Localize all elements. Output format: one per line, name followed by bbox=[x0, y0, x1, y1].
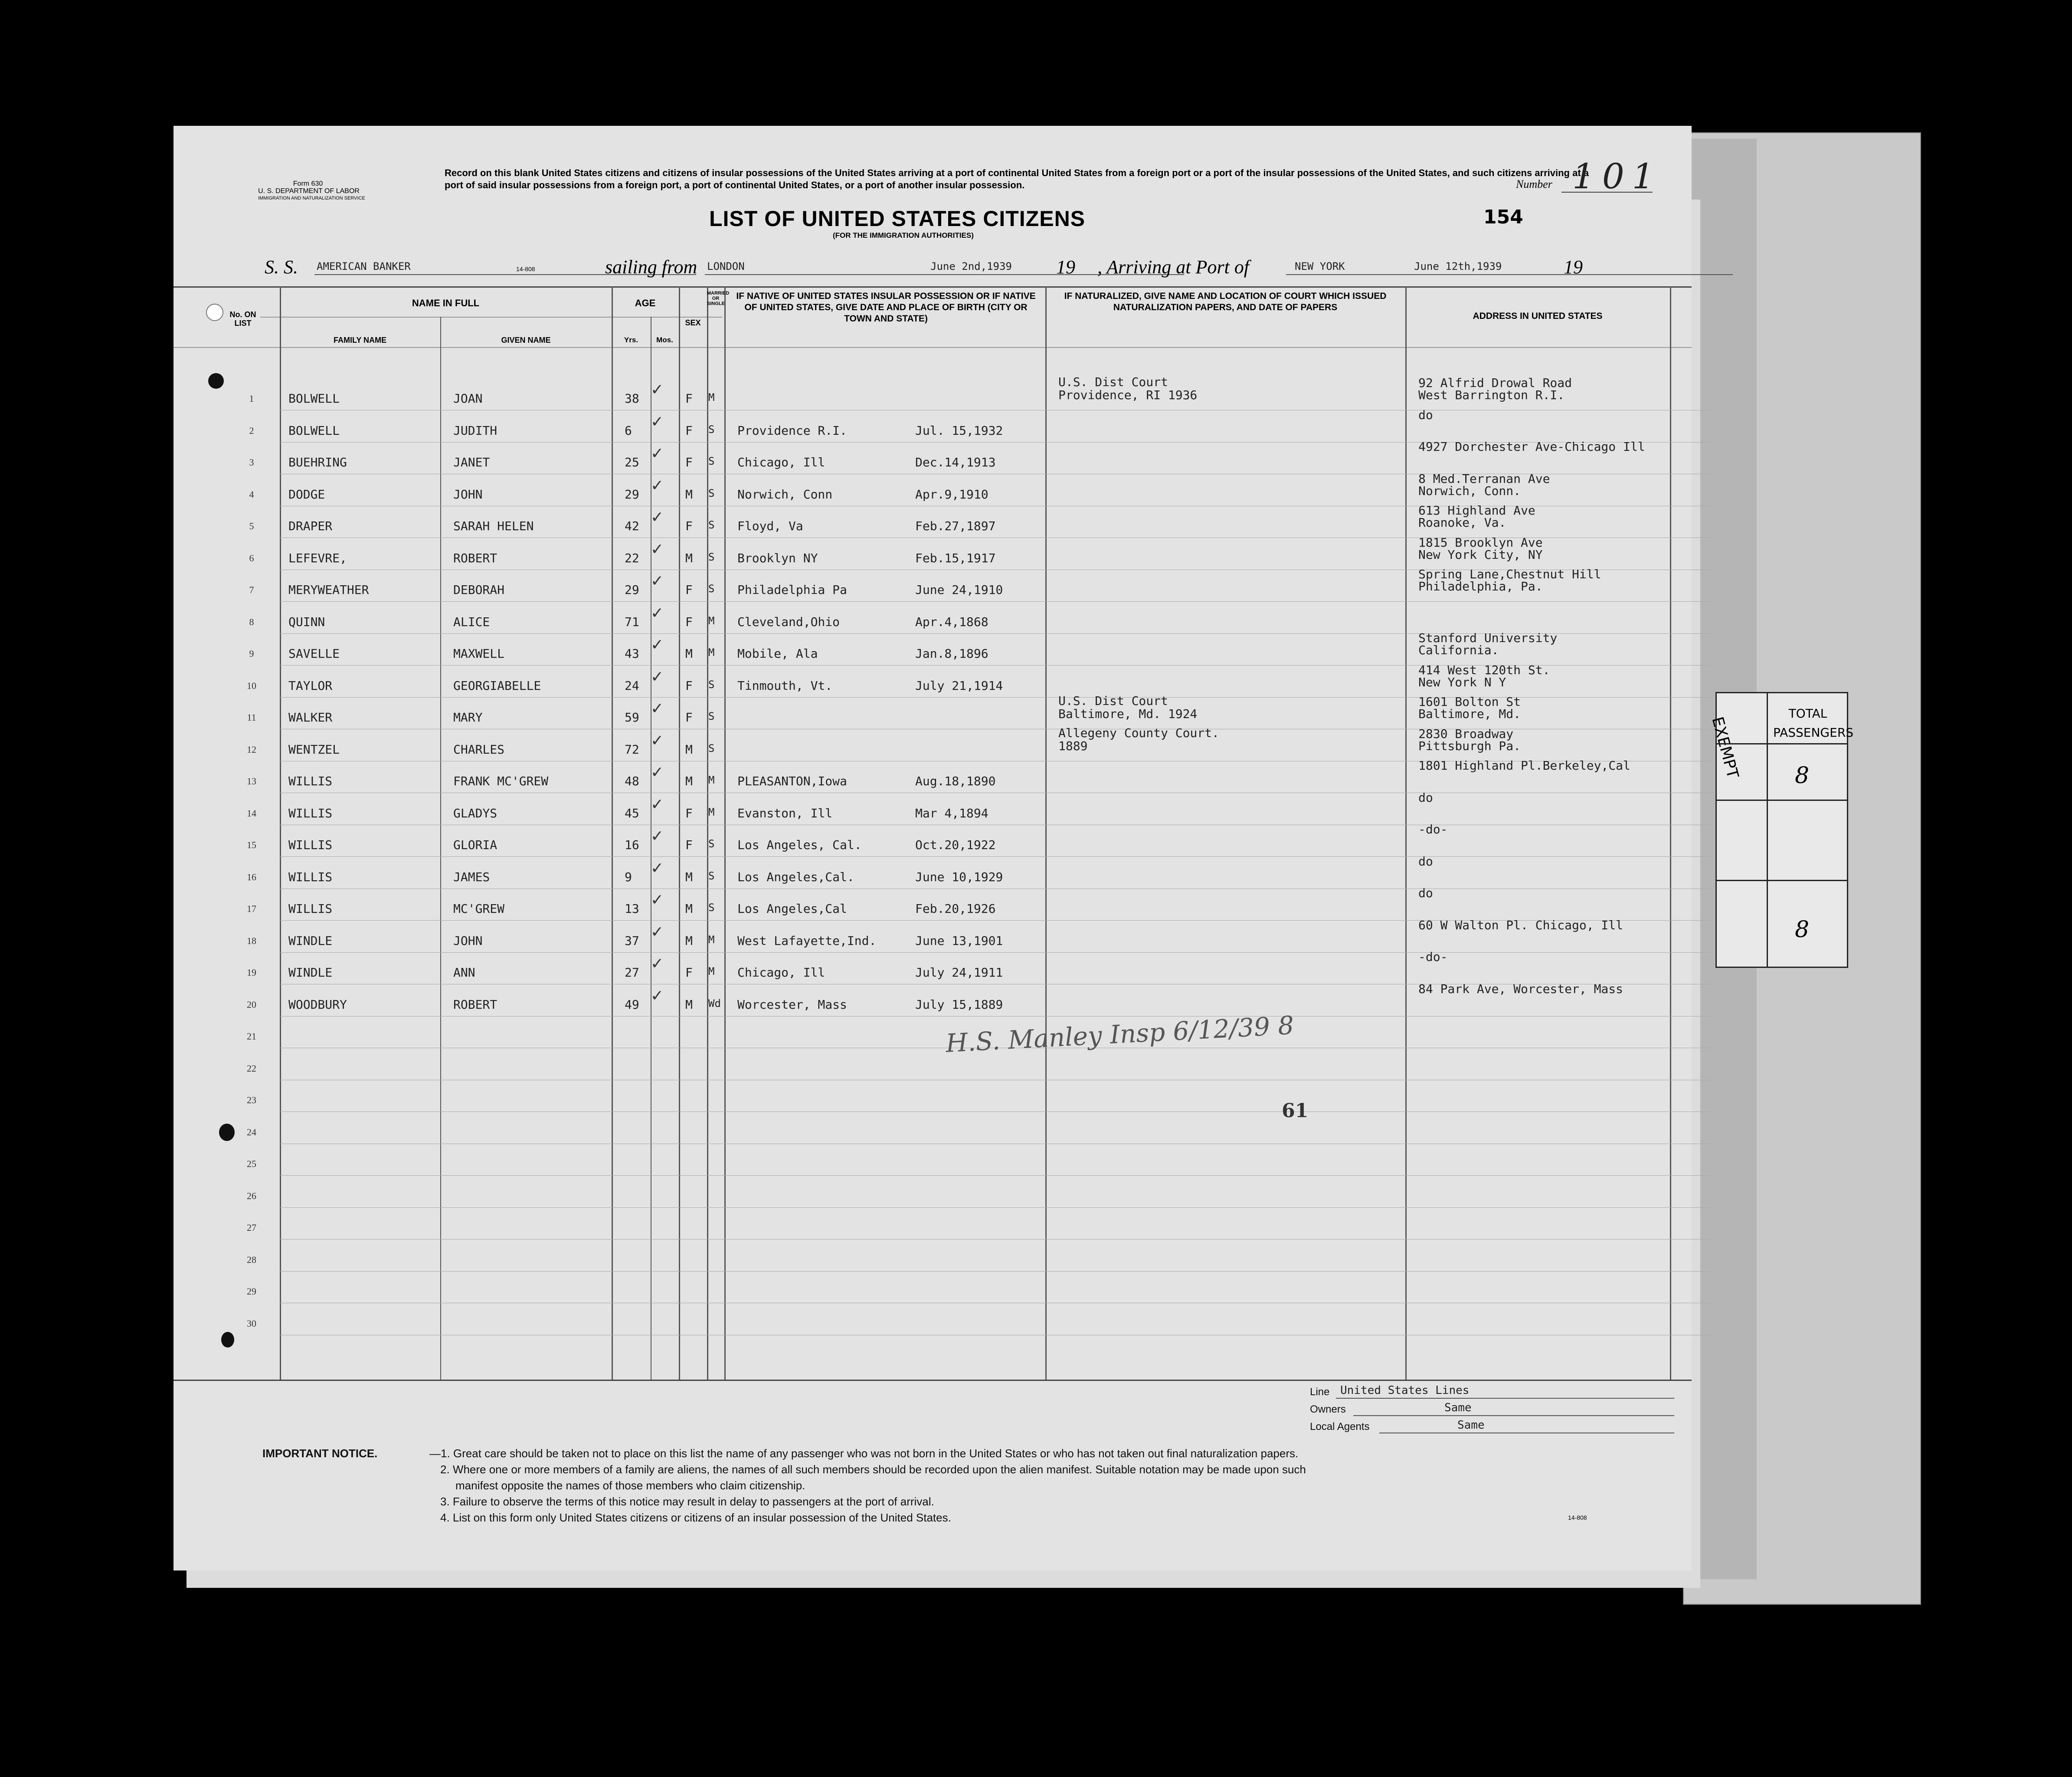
address-line-2: New York N Y bbox=[1418, 675, 1506, 689]
tally-check-icon: ✓ bbox=[651, 381, 664, 399]
col-married-single: MARRIED OR SINGLE bbox=[707, 291, 730, 306]
marital-status: M bbox=[708, 933, 715, 946]
inspector-signature: H.S. Manley Insp 6/12/39 8 bbox=[945, 1010, 1295, 1058]
row-number: 6 bbox=[249, 552, 254, 564]
row-number: 1 bbox=[249, 393, 254, 404]
row-rule bbox=[280, 1271, 1713, 1272]
row-rule bbox=[280, 1111, 1713, 1112]
birth-date: Aug.18,1890 bbox=[915, 774, 996, 788]
given-name: GEORGIABELLE bbox=[453, 678, 541, 693]
notice-3: 3. Failure to observe the terms of this notice may result in delay to passengers at the port of arrival. bbox=[440, 1495, 934, 1508]
age-years: 24 bbox=[625, 678, 639, 693]
age-years: 29 bbox=[625, 487, 639, 502]
birth-date: Mar 4,1894 bbox=[915, 806, 989, 820]
address-line-1: -do- bbox=[1418, 950, 1448, 964]
row-number: 19 bbox=[247, 967, 256, 978]
row-number: 18 bbox=[247, 935, 256, 946]
age-years: 48 bbox=[625, 774, 639, 788]
sex: F bbox=[685, 965, 693, 980]
address-line-1: 4927 Dorchester Ave-Chicago Ill bbox=[1418, 439, 1645, 454]
year-label-1: 19 bbox=[1056, 256, 1075, 278]
sex: F bbox=[685, 678, 693, 693]
punch-hole bbox=[221, 1332, 234, 1348]
address-line-1: 1815 Brooklyn Ave bbox=[1418, 535, 1543, 550]
address-line-2: Norwich, Conn. bbox=[1418, 483, 1521, 498]
form-id: Form 630 bbox=[293, 180, 323, 187]
col-address: ADDRESS IN UNITED STATES bbox=[1473, 311, 1603, 321]
row-number: 15 bbox=[247, 839, 256, 850]
address-line-1: -do- bbox=[1418, 822, 1448, 836]
marital-status: S bbox=[708, 455, 715, 467]
tally-check-icon: ✓ bbox=[651, 572, 664, 590]
address-line-1: 60 W Walton Pl. Chicago, Ill bbox=[1418, 918, 1624, 932]
birth-place: Evanston, Ill bbox=[737, 806, 833, 820]
row-number: 26 bbox=[247, 1190, 256, 1201]
family-name: WINDLE bbox=[288, 933, 333, 948]
owners-value: Same bbox=[1444, 1401, 1472, 1414]
court-name: U.S. Dist Court bbox=[1058, 694, 1168, 708]
family-name: WILLIS bbox=[288, 869, 333, 884]
sex: F bbox=[685, 423, 693, 438]
row-number: 13 bbox=[247, 776, 256, 787]
given-name: GLADYS bbox=[453, 806, 498, 820]
notice-2b: manifest opposite the names of those members who claim citizenship. bbox=[455, 1479, 805, 1492]
row-number: 9 bbox=[249, 648, 254, 659]
tally-check-icon: ✓ bbox=[651, 508, 664, 526]
row-number: 27 bbox=[247, 1222, 256, 1233]
row-number: 12 bbox=[247, 744, 256, 755]
given-name: SARAH HELEN bbox=[453, 519, 534, 533]
row-rule bbox=[280, 888, 1713, 889]
age-years: 29 bbox=[625, 583, 639, 597]
address-line-2: Philadelphia, Pa. bbox=[1418, 579, 1543, 593]
tally-check-icon: ✓ bbox=[651, 445, 664, 462]
sailing-label: sailing from bbox=[605, 256, 697, 278]
address-line-1: 84 Park Ave, Worcester, Mass bbox=[1418, 981, 1624, 996]
row-rule bbox=[280, 601, 1713, 602]
col-mos: Mos. bbox=[656, 336, 673, 344]
tally-check-icon: ✓ bbox=[651, 476, 664, 495]
age-years: 6 bbox=[625, 423, 632, 438]
line-value: United States Lines bbox=[1340, 1384, 1470, 1397]
family-name: WENTZEL bbox=[288, 742, 340, 757]
row-number: 7 bbox=[249, 584, 254, 595]
tally-check-icon: ✓ bbox=[651, 731, 664, 750]
birth-date: July 24,1911 bbox=[915, 965, 1003, 980]
row-number: 3 bbox=[249, 457, 254, 468]
address-line-1: 92 Alfrid Drowal Road bbox=[1418, 376, 1572, 390]
passenger-count-stamp bbox=[1708, 692, 1854, 968]
arrival-port: NEW YORK bbox=[1295, 260, 1345, 272]
row-rule bbox=[280, 856, 1713, 857]
family-name: QUINN bbox=[288, 614, 325, 629]
col-yrs: Yrs. bbox=[624, 336, 638, 344]
col-birth: IF NATIVE OF UNITED STATES INSULAR POSSESSION OR IF NATIVE OF UNITED STATES, GIVE DATE AND PLACE OF BIRTH (CITY OR TOWN AND STATE) bbox=[736, 291, 1036, 324]
age-years: 71 bbox=[625, 614, 639, 629]
row-number: 8 bbox=[249, 616, 254, 627]
tally-check-icon: ✓ bbox=[651, 700, 664, 718]
tally-check-icon: ✓ bbox=[651, 923, 664, 941]
list-number: 101 bbox=[1572, 156, 1662, 197]
given-name: DEBORAH bbox=[453, 583, 505, 597]
row-number: 23 bbox=[247, 1095, 256, 1105]
row-number: 10 bbox=[247, 680, 256, 691]
sex: F bbox=[685, 614, 693, 629]
instructions: Record on this blank United States citizens and citizens of insular possessions of the United States arriving at a port of continental United States from a foreign port or a port of the insular possessions of the United States, and such citizens arriving at a port of said insular possessions from a foreign port, a port of continental United States, or a port of another insular possession. bbox=[445, 167, 1589, 190]
sex: F bbox=[685, 391, 693, 406]
age-years: 27 bbox=[625, 965, 639, 980]
sex: F bbox=[685, 583, 693, 597]
marital-status: M bbox=[708, 806, 715, 818]
year-label-2: 19 bbox=[1564, 256, 1583, 278]
number-label: Number bbox=[1516, 178, 1552, 190]
address-line-1: 613 Highland Ave bbox=[1418, 503, 1535, 518]
family-name: WINDLE bbox=[288, 965, 333, 980]
ss-label: S. S. bbox=[265, 256, 298, 278]
birth-place: Chicago, Ill bbox=[737, 965, 825, 980]
address-line-2: New York City, NY bbox=[1418, 547, 1543, 562]
given-name: JUDITH bbox=[453, 423, 498, 438]
ship-name: AMERICAN BANKER bbox=[317, 260, 411, 272]
family-name: BOLWELL bbox=[288, 423, 340, 438]
address-line-2: Roanoke, Va. bbox=[1418, 515, 1506, 530]
family-name: BUEHRING bbox=[288, 455, 347, 469]
form-code-bottom: 14-808 bbox=[1568, 1514, 1587, 1521]
exempt-label: EXEMPT bbox=[1708, 715, 1742, 780]
age-years: 9 bbox=[625, 869, 632, 884]
address-line-1: do bbox=[1418, 407, 1433, 422]
page-number: 154 bbox=[1483, 206, 1523, 228]
address-line-1: 8 Med.Terranan Ave bbox=[1418, 471, 1550, 486]
age-years: 49 bbox=[625, 997, 639, 1012]
tally-check-icon: ✓ bbox=[651, 540, 664, 558]
given-name: MARY bbox=[453, 710, 483, 725]
family-name: WILLIS bbox=[288, 902, 333, 916]
stamp-count-2: 8 bbox=[1795, 917, 1810, 943]
court-location: 1889 bbox=[1058, 738, 1088, 753]
sex: M bbox=[685, 742, 693, 757]
sex: F bbox=[685, 519, 693, 533]
birth-place: West Lafayette,Ind. bbox=[737, 933, 877, 948]
row-number: 25 bbox=[247, 1158, 256, 1169]
birth-place: Worcester, Mass bbox=[737, 997, 847, 1012]
birth-place: Chicago, Ill bbox=[737, 455, 825, 469]
address-line-1: 1601 Bolton St bbox=[1418, 695, 1521, 709]
row-number: 21 bbox=[247, 1031, 256, 1042]
owners-label: Owners bbox=[1310, 1403, 1346, 1415]
birth-place: PLEASANTON,Iowa bbox=[737, 774, 847, 788]
birth-place: Norwich, Conn bbox=[737, 487, 833, 502]
stamp-count-1: 8 bbox=[1795, 763, 1810, 789]
arriving-label: , Arriving at Port of bbox=[1097, 256, 1249, 278]
row-number: 28 bbox=[247, 1254, 256, 1265]
address-line-1: 2830 Broadway bbox=[1418, 726, 1514, 741]
given-name: MAXWELL bbox=[453, 646, 505, 661]
sex: M bbox=[685, 902, 693, 916]
birth-date: Dec.14,1913 bbox=[915, 455, 996, 469]
birth-date: July 21,1914 bbox=[915, 678, 1003, 693]
age-years: 42 bbox=[625, 519, 639, 533]
col-name-in-full: NAME IN FULL bbox=[412, 298, 480, 308]
marital-status: S bbox=[708, 838, 715, 850]
age-years: 16 bbox=[625, 838, 639, 852]
agents-value: Same bbox=[1457, 1419, 1485, 1432]
tally-check-icon: ✓ bbox=[651, 604, 664, 622]
birth-date: Jan.8,1896 bbox=[915, 646, 989, 661]
birth-place: Los Angeles,Cal. bbox=[737, 869, 854, 884]
birth-date: Feb.15,1917 bbox=[915, 551, 996, 565]
birth-date: Feb.27,1897 bbox=[915, 519, 996, 533]
address-line-1: do bbox=[1418, 790, 1433, 805]
tally-check-icon: ✓ bbox=[651, 413, 664, 431]
col-no-on-list: No. ON LIST bbox=[229, 310, 256, 328]
notice-4: 4. List on this form only United States citizens or citizens of an insular possession of the United States. bbox=[440, 1511, 951, 1524]
col-sex: SEX bbox=[685, 318, 701, 327]
marital-status: M bbox=[708, 965, 715, 977]
family-name: LEFEVRE, bbox=[288, 551, 347, 565]
address-line-1: 1801 Highland Pl.Berkeley,Cal bbox=[1418, 758, 1630, 773]
given-name: ROBERT bbox=[453, 997, 498, 1012]
age-years: 22 bbox=[625, 551, 639, 565]
sex: M bbox=[685, 646, 693, 661]
given-name: GLORIA bbox=[453, 838, 498, 852]
sex: M bbox=[685, 774, 693, 788]
birth-place: Philadelphia Pa bbox=[737, 583, 847, 597]
marital-status: S bbox=[708, 423, 715, 436]
given-name: JANET bbox=[453, 455, 490, 469]
departure-date: June 2nd,1939 bbox=[930, 260, 1012, 272]
punch-hole bbox=[206, 304, 223, 321]
court-name: Allegeny County Court. bbox=[1058, 725, 1219, 740]
given-name: JOHN bbox=[453, 487, 483, 502]
stamp-number: 61 bbox=[1282, 1100, 1309, 1122]
marital-status: Wd bbox=[708, 997, 721, 1010]
given-name: JAMES bbox=[453, 869, 490, 884]
age-years: 25 bbox=[625, 455, 639, 469]
sex: F bbox=[685, 806, 693, 820]
notice-2a: 2. Where one or more members of a family are aliens, the names of all such members should be recorded upon the alien manifest. Suitable notation may be made upon such bbox=[440, 1463, 1306, 1476]
birth-place: Cleveland,Ohio bbox=[737, 614, 840, 629]
total-passengers-label: TOTAL PASSENGERS bbox=[1773, 706, 1854, 740]
row-number: 14 bbox=[247, 807, 256, 819]
age-years: 43 bbox=[625, 646, 639, 661]
birth-date: Apr.9,1910 bbox=[915, 487, 989, 502]
sex: M bbox=[685, 551, 693, 565]
row-number: 24 bbox=[247, 1126, 256, 1138]
marital-status: S bbox=[708, 678, 715, 691]
marital-status: S bbox=[708, 519, 715, 531]
marital-status: M bbox=[708, 646, 715, 659]
given-name: FRANK MC'GREW bbox=[453, 774, 549, 788]
given-name: ROBERT bbox=[453, 551, 498, 565]
row-number: 5 bbox=[249, 521, 254, 531]
family-name: WALKER bbox=[288, 710, 333, 725]
col-family-name: FAMILY NAME bbox=[333, 336, 387, 344]
tally-check-icon: ✓ bbox=[651, 764, 664, 781]
marital-status: S bbox=[708, 902, 715, 914]
agents-label: Local Agents bbox=[1310, 1421, 1370, 1433]
form-title: LIST OF UNITED STATES CITIZENS bbox=[709, 207, 1086, 231]
age-years: 45 bbox=[625, 806, 639, 820]
given-name: ALICE bbox=[453, 614, 490, 629]
marital-status: S bbox=[708, 710, 715, 722]
notice-1: —1. Great care should be taken not to place on this list the name of any passenger who was not born in the United States or who has not taken out final naturalization papers. bbox=[429, 1447, 1299, 1460]
manifest-sheet bbox=[173, 126, 1692, 1570]
row-number: 29 bbox=[247, 1286, 256, 1297]
notice-label: IMPORTANT NOTICE. bbox=[262, 1447, 378, 1460]
birth-place: Los Angeles, Cal. bbox=[737, 838, 862, 852]
family-name: WILLIS bbox=[288, 838, 333, 852]
age-years: 72 bbox=[625, 742, 639, 757]
marital-status: M bbox=[708, 391, 715, 403]
line-label: Line bbox=[1310, 1386, 1330, 1398]
family-name: MERYWEATHER bbox=[288, 583, 369, 597]
tally-check-icon: ✓ bbox=[651, 795, 664, 813]
row-number: 30 bbox=[247, 1318, 256, 1329]
birth-date: June 24,1910 bbox=[915, 583, 1003, 597]
age-years: 37 bbox=[625, 933, 639, 948]
family-name: WOODBURY bbox=[288, 997, 347, 1012]
punch-hole bbox=[219, 1124, 235, 1141]
from-port: LONDON bbox=[707, 260, 745, 272]
row-number: 22 bbox=[247, 1062, 256, 1074]
tally-check-icon: ✓ bbox=[651, 891, 664, 909]
row-rule bbox=[280, 952, 1713, 953]
address-line-1: Stanford University bbox=[1418, 631, 1558, 645]
sex: M bbox=[685, 933, 693, 948]
birth-place: Brooklyn NY bbox=[737, 551, 818, 565]
birth-date: Apr.4,1868 bbox=[915, 614, 989, 629]
tally-check-icon: ✓ bbox=[651, 636, 664, 654]
address-line-2: Pittsburgh Pa. bbox=[1418, 738, 1521, 753]
marital-status: M bbox=[708, 774, 715, 786]
marital-status: S bbox=[708, 742, 715, 754]
sex: F bbox=[685, 455, 693, 469]
marital-status: S bbox=[708, 487, 715, 499]
row-number: 2 bbox=[249, 425, 254, 436]
sex: M bbox=[685, 487, 693, 502]
tally-check-icon: ✓ bbox=[651, 859, 664, 877]
row-number: 11 bbox=[247, 712, 256, 723]
age-years: 59 bbox=[625, 710, 639, 725]
service: IMMIGRATION AND NATURALIZATION SERVICE bbox=[258, 196, 365, 201]
row-number: 4 bbox=[249, 489, 254, 500]
arrival-date: June 12th,1939 bbox=[1414, 260, 1502, 272]
address-line-1: do bbox=[1418, 886, 1433, 900]
birth-place: Providence R.I. bbox=[737, 423, 847, 438]
court-location: Providence, RI 1936 bbox=[1058, 388, 1198, 402]
address-line-1: 414 West 120th St. bbox=[1418, 662, 1550, 677]
marital-status: M bbox=[708, 614, 715, 627]
family-name: DRAPER bbox=[288, 519, 333, 533]
court-name: U.S. Dist Court bbox=[1058, 375, 1168, 389]
family-name: DODGE bbox=[288, 487, 325, 502]
given-name: JOAN bbox=[453, 391, 483, 406]
row-number: 16 bbox=[247, 871, 256, 882]
sex: M bbox=[685, 997, 693, 1012]
address-line-1: Spring Lane,Chestnut Hill bbox=[1418, 567, 1601, 581]
tally-check-icon: ✓ bbox=[651, 668, 664, 686]
birth-place: Los Angeles,Cal bbox=[737, 902, 847, 916]
department: U. S. DEPARTMENT OF LABOR bbox=[258, 187, 360, 195]
row-number: 20 bbox=[247, 999, 256, 1010]
tally-check-icon: ✓ bbox=[651, 827, 664, 845]
given-name: ANN bbox=[453, 965, 475, 980]
age-years: 38 bbox=[625, 391, 639, 406]
sex: F bbox=[685, 838, 693, 852]
birth-date: Jul. 15,1932 bbox=[915, 423, 1003, 438]
court-location: Baltimore, Md. 1924 bbox=[1058, 707, 1198, 721]
marital-status: S bbox=[708, 551, 715, 563]
punch-hole bbox=[208, 373, 224, 389]
family-name: WILLIS bbox=[288, 806, 333, 820]
given-name: JOHN bbox=[453, 933, 483, 948]
birth-place: Tinmouth, Vt. bbox=[737, 678, 833, 693]
address-line-1: do bbox=[1418, 854, 1433, 869]
birth-date: Feb.20,1926 bbox=[915, 902, 996, 916]
age-years: 13 bbox=[625, 902, 639, 916]
marital-status: S bbox=[708, 583, 715, 595]
birth-date: July 15,1889 bbox=[915, 997, 1003, 1012]
row-rule bbox=[280, 1207, 1713, 1208]
address-line-2: California. bbox=[1418, 643, 1499, 657]
form-code-top: 14-808 bbox=[516, 266, 535, 272]
birth-place: Floyd, Va bbox=[737, 519, 803, 533]
family-name: WILLIS bbox=[288, 774, 333, 788]
family-name: SAVELLE bbox=[288, 646, 340, 661]
address-line-2: Baltimore, Md. bbox=[1418, 707, 1521, 721]
family-name: BOLWELL bbox=[288, 391, 340, 406]
birth-place: Mobile, Ala bbox=[737, 646, 818, 661]
tally-check-icon: ✓ bbox=[651, 987, 664, 1005]
birth-date: Oct.20,1922 bbox=[915, 838, 996, 852]
row-number: 17 bbox=[247, 903, 256, 914]
given-name: CHARLES bbox=[453, 742, 505, 757]
col-age: AGE bbox=[635, 298, 656, 308]
col-given-name: GIVEN NAME bbox=[501, 336, 551, 344]
birth-date: June 13,1901 bbox=[915, 933, 1003, 948]
address-line-2: West Barrington R.I. bbox=[1418, 388, 1565, 402]
sex: M bbox=[685, 869, 693, 884]
col-naturalized: IF NATURALIZED, GIVE NAME AND LOCATION OF COURT WHICH ISSUED NATURALIZATION PAPERS, AND DATE OF PAPERS bbox=[1064, 291, 1387, 312]
tally-check-icon: ✓ bbox=[651, 955, 664, 973]
row-rule bbox=[280, 1175, 1713, 1176]
marital-status: S bbox=[708, 869, 715, 882]
family-name: TAYLOR bbox=[288, 678, 333, 693]
birth-date: June 10,1929 bbox=[915, 869, 1003, 884]
form-subtitle: (FOR THE IMMIGRATION AUTHORITIES) bbox=[833, 231, 974, 239]
sex: F bbox=[685, 710, 693, 725]
given-name: MC'GREW bbox=[453, 902, 505, 916]
